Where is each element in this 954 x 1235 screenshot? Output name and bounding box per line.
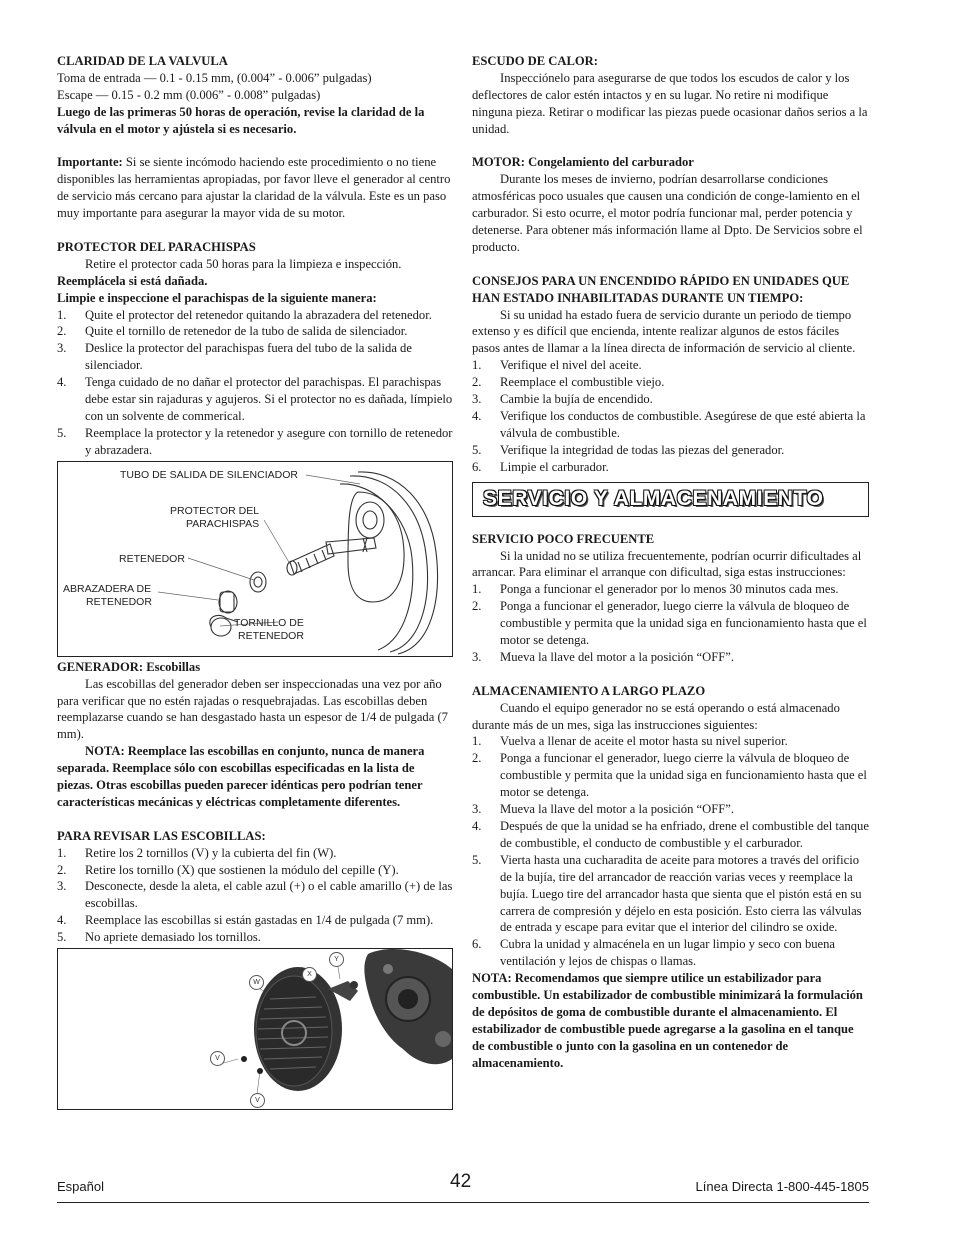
heat-shield-heading: ESCUDO DE CALOR:	[472, 54, 598, 68]
section-title: SERVICIO Y ALMACENAMIENTO	[483, 486, 824, 510]
valve-exhaust-spec: Escape — 0.15 - 0.2 mm (0.006” - 0.008” pulgadas)	[57, 87, 321, 102]
list-item: 1. Verifique el nivel del aceite.	[472, 358, 642, 373]
marker-x: X	[302, 967, 317, 982]
left-column	[57, 53, 453, 1110]
list-item: 4. Reemplace las escobillas si están gastadas en 1/4 de pulgada (7 mm).	[57, 913, 434, 928]
brushes-illustration	[58, 949, 452, 1109]
heat-shield-paragraph: Inspecciónelo para asegurarse de que todos los escudos de calor y los deflectores de calor estén intactos y en su lugar. No retire ni modifique ninguna pieza. Retirar o modificar las piezas puede ocasionar daños serios a la unidad.	[472, 70, 868, 136]
marker-w: W	[249, 975, 264, 990]
list-item: 2. Retire los tornillo (X) que sostienen la módulo del cepille (Y).	[57, 862, 399, 877]
list-item: 1. Ponga a funcionar el generador por lo menos 30 minutos cada mes.	[472, 582, 839, 597]
carburetor-icing-paragraph: Durante los meses de invierno, podrían desarrollarse condiciones atmosféricas poco usuales que causen una condición de conge-lamiento en el carburador. Si esto ocurre, el motor podría funcionar mal, perder potencia y detenerse. Para obtener más información llame al Dpto. De Servicios sobre el producto.	[472, 172, 863, 254]
check-brushes-steps	[57, 845, 453, 946]
list-item: 1. Retire los 2 tornillos (V) y la cubierta del fin (W).	[57, 845, 337, 860]
marker-v-lower: V	[250, 1093, 265, 1108]
label-retainer-clamp-line2: RETENEDOR	[86, 595, 152, 608]
marker-y: Y	[329, 952, 344, 967]
section-title-box	[472, 482, 869, 517]
page-number: 42	[450, 1171, 472, 1192]
valve-intake-spec: Toma de entrada — 0.1 - 0.15 mm, (0.004” - 0.006” pulgadas)	[57, 70, 372, 85]
list-item: 3. Desconecte, desde la aleta, el cable azul (+) o el cable amarillo (+) de las escobillas.	[57, 879, 453, 911]
infrequent-service-steps	[472, 581, 869, 666]
spark-arrester-replace-note: Reemplácela si está dañada.	[57, 273, 208, 288]
infrequent-service-heading: SERVICIO POCO FRECUENTE	[472, 531, 655, 546]
list-item: 1. Vuelva a llenar de aceite el motor hasta su nivel superior.	[472, 734, 788, 749]
label-spark-protector-line2: PARACHISPAS	[186, 517, 260, 530]
label-retainer-clamp-line1: ABRAZADERA DE	[63, 582, 152, 595]
list-item: 1. Quite el protector del retenedor quitando la abrazadera del retenedor.	[57, 307, 432, 322]
important-label: Importante:	[57, 155, 123, 170]
quick-start-paragraph: Si su unidad ha estado fuera de servicio durante un periodo de tiempo extenso y es difícil que encienda, intente realizar algunos de estos fáciles pasos antes de llamar a la línea directa de información de servicio al cliente.	[472, 307, 856, 356]
label-spark-protector-line1: PROTECTOR DEL	[170, 504, 260, 517]
brushes-diagram	[57, 948, 453, 1110]
list-item: 4. Tenga cuidado de no dañar el protector del parachispas. El parachispas debe estar sin rajaduras y agujeros. Si el protector no es dañada, límpielo con un solvente de commerical.	[57, 375, 453, 423]
spark-arrester-steps	[57, 307, 453, 459]
list-item: 5. Reemplace la protector y la retenedor y asegure con tornillo de retenedor y abrazadera.	[57, 425, 453, 457]
marker-v-upper: V	[210, 1051, 225, 1066]
list-item: 6. Limpie el carburador.	[472, 459, 609, 474]
label-retainer: RETENEDOR	[119, 552, 185, 565]
quick-start-heading: CONSEJOS PARA UN ENCENDIDO RÁPIDO EN UNIDADES QUE HAN ESTADO INHABILITADAS DURANTE UN TIEMPO:	[472, 273, 850, 305]
valve-clearance-heading: CLARIDAD DE LA VALVULA	[57, 54, 228, 68]
label-retainer-screw-line2: RETENEDOR	[238, 629, 304, 642]
list-item: 2. Ponga a funcionar el generador, luego cierre la válvula de bloqueo de combustible y permita que la unidad siga en funcionamiento hasta que el motor se detenga.	[472, 751, 867, 800]
fuel-stabilizer-note: NOTA: Recomendamos que siempre utilice un estabilizador para combustible. Un estabilizador de combustible minimizará la formulación de depósitos de goma de combustible durante el almacenamiento. El estabilizador de combustible puede agregarse a la gasolina en el tanque de combustible o junto con la gasolina en un contenedor de almacenamiento.	[472, 971, 863, 1070]
label-exhaust-tube: TUBO DE SALIDA DE SILENCIADOR	[120, 468, 298, 481]
list-item: 3. Mueva la llave del motor a la posición “OFF”.	[472, 649, 734, 664]
footer-language: Español	[57, 1179, 104, 1194]
infrequent-service-paragraph: Si la unidad no se utiliza frecuentemente, podrían ocurrir dificultades al arrancar. Para eliminar el arranque con dificultad, siga estas instrucciones:	[472, 548, 862, 580]
spark-arrester-heading: PROTECTOR DEL PARACHISPAS	[57, 239, 256, 254]
important-text: Si se siente incómodo haciendo este procedimiento o no tiene disponibles las herramientas apropiadas, por favor lleve el generador al centro de servicio más cercano para ajustar la claridad de la válvula. Este es un paso muy importante para asegurar la mayor vida de su motor.	[57, 155, 451, 221]
list-item: 5. No apriete demasiado los tornillos.	[57, 930, 261, 945]
brushes-heading: GENERADOR: Escobillas	[57, 659, 201, 674]
spark-arrester-clean-note: Limpie e inspeccione el parachispas de la siguiente manera:	[57, 290, 377, 305]
label-retainer-screw-line1: TORNILLO DE	[234, 616, 304, 629]
page-footer	[57, 1171, 869, 1203]
spark-arrester-diagram	[57, 461, 453, 657]
quick-start-steps	[472, 357, 869, 475]
list-item: 4. Después de que la unidad se ha enfriado, drene el combustible del tanque de combustible, el conducto de combustible y el carburador.	[472, 819, 869, 850]
list-item: 2. Ponga a funcionar el generador, luego cierre la válvula de bloqueo de combustible y permita que la unidad siga en funcionamiento hasta que el motor se detenga.	[472, 599, 867, 648]
valve-adjust-note: Luego de las primeras 50 horas de operación, revise la claridad de la válvula en el motor y ajústela si es necesario.	[57, 104, 425, 136]
footer-hotline: Línea Directa 1-800-445-1805	[695, 1179, 869, 1194]
list-item: 6. Cubra la unidad y almacénela en un lugar limpio y seco con buena ventilación y lejos de chispas o llamas.	[472, 937, 836, 969]
long-term-storage-heading: ALMACENAMIENTO A LARGO PLAZO	[472, 683, 706, 698]
right-column	[472, 53, 869, 1072]
list-item: 3. Cambie la bujía de encendido.	[472, 392, 653, 407]
list-item: 2. Quite el tornillo de retenedor de la tubo de salida de silenciador.	[57, 324, 408, 339]
brushes-paragraph: Las escobillas del generador deben ser inspeccionadas una vez por año para verificar que no estén rajadas o resquebrajadas. Las escobillas deben reemplazarse cuando se han desgastado hasta un espesor de 1/4 de pulgada (7 mm).	[57, 676, 448, 742]
spark-arrester-intro: Retire el protector cada 50 horas para la limpieza e inspección.	[85, 256, 402, 271]
list-item: 2. Reemplace el combustible viejo.	[472, 375, 665, 390]
carburetor-icing-heading: MOTOR: Congelamiento del carburador	[472, 155, 694, 170]
check-brushes-heading: PARA REVISAR LAS ESCOBILLAS:	[57, 828, 266, 843]
list-item: 5. Verifique la integridad de todas las piezas del generador.	[472, 442, 785, 457]
list-item: 3. Mueva la llave del motor a la posición “OFF”.	[472, 802, 734, 817]
long-term-storage-steps	[472, 733, 869, 970]
list-item: 5. Vierta hasta una cucharadita de aceite para motores a través del orificio de la bujía, tire del arrancador de reacción varias veces y reemplace la bujía. Luego tire del arrancador hasta que sienta que el pistón está en su carrera de compresión y déjelo en esta posición. Esto cierra las válvulas de entrada y escape para evitar que el interior del cilindro se oxide.	[472, 852, 862, 935]
long-term-storage-paragraph: Cuando el equipo generador no se está operando o está almacenado durante más de un mes, siga las instrucciones siguientes:	[472, 700, 840, 732]
list-item: 3. Deslice la protector del parachispas fuera del tubo de la salida de silenciador.	[57, 341, 412, 373]
list-item: 4. Verifique los conductos de combustible. Asegúrese de que esté abierta la válvula de combustible.	[472, 409, 866, 440]
brushes-note: NOTA: Reemplace las escobillas en conjunto, nunca de manera separada. Reemplace sólo con escobillas especificadas en la lista de piezas. Otras escobillas pueden parecer idénticas pero podrían tener características mecánicas y eléctricas completamente diferentes.	[57, 744, 425, 809]
important-paragraph	[57, 154, 453, 222]
